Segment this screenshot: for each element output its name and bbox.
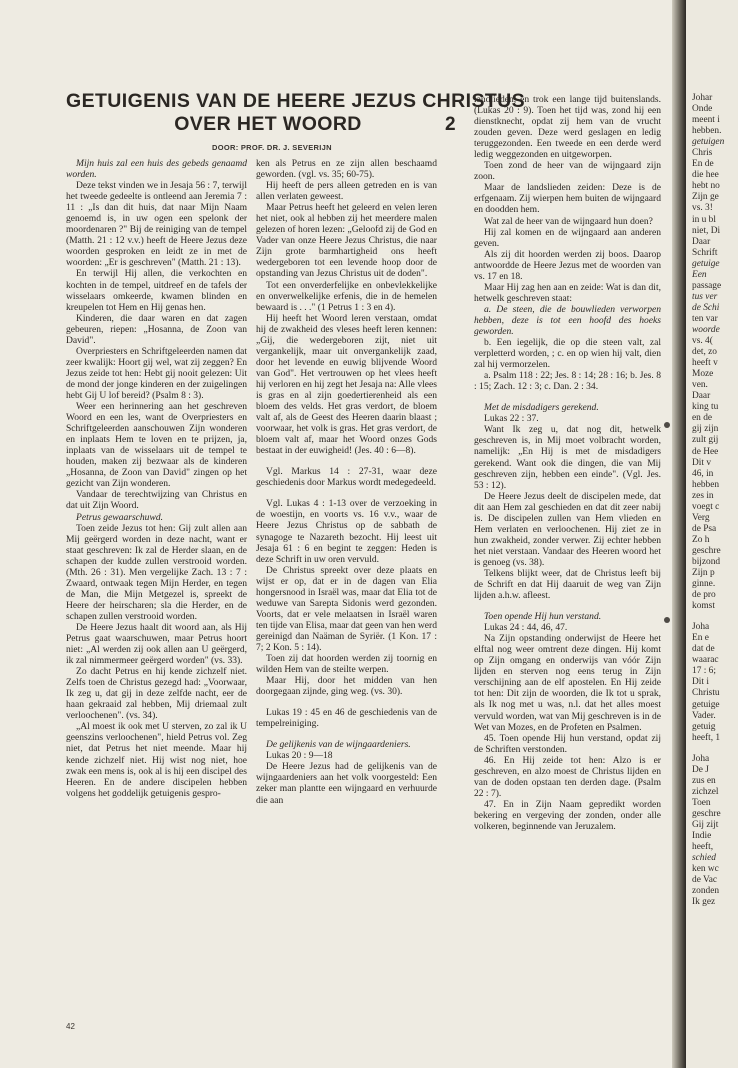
paragraph: Deze tekst vinden we in Jesaja 56 : 7, terwijl het tweede gedeelte is ontleend aan Jeremia 7 : 11 : „Is dan dit huis, dat naar Mijn Naam genoemd is, in uw ogen een spelonk der moordenaren ?" Bij de reiniging van de tempel (Matth. 21 : 12 v.v.) heeft de Heere Jezus deze woorden gesproken en leidt ze in met de woorden: „Er is geschreven" (Matth. 21 : 13).	[66, 180, 247, 269]
fragment-line: Gij zijt	[692, 820, 719, 830]
fragment-line: king tu	[692, 402, 719, 413]
fragment-line: Dit i	[692, 677, 709, 688]
text-column-3	[474, 94, 661, 1020]
paragraph: De Heere Jezus deelt de discipelen mede, dat dit aan Hem zal geschieden en dat dit zeer nabij is. De discipelen zullen van Hem vlieden en Hem verlaten en verloochenen. Hij ziet ze in hun zwakheid, zonder verwer. Zij echter hebben het niet verstaan. Vandaar des Heeren woord het is genoeg (vs. 38).	[474, 490, 661, 568]
fragment-line: de Hee	[692, 446, 719, 457]
paragraph: Lukas 20 : 9—18	[266, 750, 333, 762]
fragment-line: De J	[692, 764, 709, 775]
fragment-line: Schrift	[692, 247, 718, 258]
fragment-line: Toen	[692, 797, 711, 808]
fragment-line: hebben	[692, 479, 720, 490]
fragment-line: 46, in	[692, 468, 714, 479]
fragment-line: 17 : 6;	[692, 666, 716, 677]
paragraph: Telkens blijkt weer, dat de Christus leeft bij de Schrift en dat Hij daaruit de weg van Zijn lijden a.h.w. afleest.	[474, 567, 661, 602]
paragraph: Met de misdadigers gerekend.	[484, 402, 599, 414]
fragment-line: Dit v	[692, 457, 712, 468]
paragraph: Toen zeide Jezus tot hen: Gij zult allen aan Mij geërgerd worden in deze nacht, want er staat geschreven: Ik zal de Herder slaan, en de schapen der kudde zullen verstrooid worden. (Mth. 26 : 31). Men vergelijke Zach. 13 : 7 : Zwaard, ontwaak tegen Mijn Herder, en tegen de Man, die Mijn Metgezel is, spreekt de Heere der heirscharen; sla die Herder, en de schapen zullen verstrooid worden.	[66, 522, 247, 622]
text-column-1	[66, 158, 247, 1020]
fragment-line: Zijn p	[692, 568, 715, 579]
paragraph: Weer een herinnering aan het geschreven Woord en een les, want de Overpriesters en Schriftgeleerden aanschouwen Zijn wonderen en inplaats Hem te loven en te prijzen, ja, inplaats van de wisselaars uit de tempel te houden, maken zij bezwaar als de kinderen „Hosanna, de Zoon van David" zingen op het gezicht van Zijn wonderen.	[66, 401, 247, 490]
fragment-line: getuige	[692, 699, 720, 710]
title-line-1: GETUIGENIS VAN DE HEERE JEZUS CHRISTUS	[66, 90, 526, 112]
fragment-line: Een	[692, 269, 707, 280]
fragment-line: En de	[692, 159, 714, 170]
fragment-line: de Vac	[692, 875, 718, 886]
fragment-line: geschre	[692, 808, 721, 819]
paragraph: Tot een onverderfelijke en onbevlekkelijke en onverwelkelijke erfenis, die in de hemelen bewaard is . . ." (1 Petrus 1 : 3 en 4).	[256, 279, 437, 313]
paragraph: ken als Petrus en ze zijn allen beschaamd geworden. (vgl. vs. 35; 60-75).	[256, 158, 437, 181]
paragraph: landlieden, en trok een lange tijd buitenslands. (Lukas 20 : 9). Toen het tijd was, zond hij een dienstknecht, opdat zij hem van de vrucht zouden geven. Deze werd geslagen en ledig teruggezonden. Een tweede en een derde werd ledig weggezonden en uitgeworpen.	[474, 94, 661, 161]
text-column-2	[256, 158, 437, 1020]
page-number: 42	[66, 1022, 75, 1031]
paragraph: 45. Toen opende Hij hun verstand, opdat zij de Schriften verstonden.	[474, 732, 661, 755]
title-line-2: OVER HET WOORD	[174, 113, 362, 135]
fragment-line: Joha	[692, 753, 710, 764]
paragraph: Maar Hij, door het midden van hen doorgegaan zijnde, ging weg. (vs. 30).	[256, 675, 437, 698]
paragraph: De Heere Jezus had de gelijkenis van de wijngaardeniers aan het volk voorgesteld: Een zeker man plantte een wijngaard en verhuurde die aan	[256, 761, 437, 806]
fragment-line: geschre	[692, 545, 721, 556]
paragraph: Maar de landslieden zeiden: Deze is de erfgenaam. Zij wierpen hem buiten de wijngaard en doodden hem.	[474, 182, 661, 216]
paragraph: Toen zond de heer van de wijngaard zijn zoon.	[474, 160, 661, 183]
paragraph: De Heere Jezus haalt dit woord aan, als Hij Petrus gaat waarschuwen, maar Petrus hoort niet: „Al werden zij ook allen aan U geërgerd, ik zal nimmermeer geërgerd worden" (vs. 33).	[66, 621, 247, 667]
facing-page-text	[692, 93, 738, 908]
fragment-line: passage	[692, 280, 722, 291]
fragment-line: En e	[692, 633, 709, 644]
fragment-line: Daar	[692, 236, 711, 247]
paragraph: Vgl. Markus 14 : 27-31, waar deze geschiedenis door Markus wordt medegedeeld.	[256, 466, 437, 489]
fragment-line: vs. 4(	[692, 336, 713, 347]
paragraph: Hij heeft het Woord leren verstaan, omdat hij de zwakheid des vleses heeft leren kennen: „Gij, die wedergeboren zijt, niet uit vergankelijk, maar uit onvergankelijk zaad, door het levende en euwig blijvende Woord van God". Het vertrouwen op het vlees heeft hij verloren en hij zegt het Jesaja na: Alle vlees is gras en al zijn goedertierenheid als een bloem des velds. Het gras verdort, de bloem valt af, als de Geest des Heeren daarin blaast ; voorwaar, het volk is gras. Het gras verdort, de bloem valt af, maar het Woord onzes Gods bestaat in der euwigheid! (Jes. 40 : 6—8).	[256, 312, 437, 457]
paragraph: Zo dacht Petrus en hij kende zichzelf niet. Zelfs toen de Christus gezegd had: „Voorwaar, Ik zeg u, dat gij in deze zelfde nacht, eer de haan gekraaid zal hebben, Mij driemaal zult verloochenen". (vs. 34).	[66, 666, 247, 722]
fragment-line: schied	[692, 853, 716, 864]
paragraph: Na Zijn opstanding onderwijst de Heere het elftal nog weer omtrent deze dingen. Hij komt op Zijn omgang en onderwijs van vóór Zijn lijden en sterven nog eens terug in Zijn verschijning aan de elf apostelen. En Hij zeide tot hen: Dit zijn de woorden, die Ik tot u sprak, als Ik nog met u was, n.l. dat het alles moest vervuld worden, wat van Mij geschreven is in de Wet van Mozes, en de Profeten en Psalmen.	[474, 633, 661, 733]
fragment-line: zus en	[692, 775, 716, 786]
fragment-line: Zo h	[692, 534, 710, 545]
fragment-line: heeft v	[692, 358, 718, 369]
paragraph: Maar Petrus heeft het geleerd en velen leren het niet, ook al hebben zij het meerdere malen gelezen of horen lezen: „Geloofd zij de God en Vader van onze Heere Jezus Christus, die naar Zijn grote barmhartigheid ons heeft wedergeboren tot een levende hoop door de opstanding van Jezus Christus uit de doden".	[256, 202, 437, 280]
paragraph: Maar Hij zag hen aan en zeide: Wat is dan dit, hetwelk geschreven staat:	[474, 281, 661, 304]
paragraph: Want Ik zeg u, dat nog dit, hetwelk geschreven is, in Mij moet volbracht worden, namelijk: „En Hij is met de misdadigers gerekend. Want ook die dingen, die van Mij geschreven zijn, hebben een einde". (Vgl. Jes. 53 : 12).	[474, 424, 661, 491]
fragment-line: det, zo	[692, 347, 717, 358]
paragraph: 47. En in Zijn Naam gepredikt worden bekering en vergeving der zonden, onder alle volkeren, beginnende van Jeruzalem.	[474, 798, 661, 832]
paragraph: Hij zal komen en de wijngaard aan anderen geven.	[474, 226, 661, 249]
fragment-line: de pro	[692, 590, 716, 601]
paragraph: De Christus spreekt over deze plaats en wijst er op, dat er in de dagen van Elia hongersnood in Israël was, maar dat Elia tot de weduwe van Sarepta Sidonis werd gezonden. Voorts, dat er vele melaatsen in Israël waren ten tijde van Elisa, maar dat geen van hen werd gereinigd dan Naäman de Syriër. (1 Kon. 17 : 7; 2 Kon. 5 : 14).	[256, 564, 437, 653]
fragment-line: niet, Di	[692, 225, 721, 236]
fragment-line: Ik gez	[692, 897, 716, 908]
paragraph: a. De steen, die de bouwlieden verworpen hebben, deze is tot een hoofd des hoeks geworden.	[474, 303, 661, 337]
facing-page-edge	[686, 0, 738, 1068]
paragraph: Lukas 19 : 45 en 46 de geschiedenis van de tempelreiniging.	[256, 707, 437, 730]
fragment-line: komst	[692, 601, 715, 612]
fragment-line: Daar	[692, 391, 711, 402]
fragment-line: Chris	[692, 148, 713, 159]
fragment-line: ken wc	[692, 864, 719, 875]
fragment-line: getuig	[692, 721, 716, 732]
fragment-line: Johar	[692, 93, 713, 103]
paragraph: Als zij dit hoorden werden zij boos. Daarop antwoordde de Heere Jezus met de woorden van vs. 17 en 18.	[474, 248, 661, 282]
paragraph: Kinderen, die daar waren en dat zagen gebeuren, riepen: „Hosanna, de Zoon van David".	[66, 312, 247, 346]
paragraph: Overpriesters en Schriftgeleerden namen dat zeer kwalijk: Hoort gij wel, wat zij zeggen? En Jezus zeide tot hen: Hebt gij nooit gelezen: Uit de mond der jonge kinderen en der zuigelingen hebt Gij U lof bereid? (Psalm 8 : 3).	[66, 345, 247, 401]
paragraph: Toen zij dat hoorden werden zij toornig en wilden Hem van de steilte werpen.	[256, 653, 437, 676]
fragment-line: en de	[692, 413, 713, 424]
fragment-line: Joha	[692, 622, 710, 633]
paragraph: Toen opende Hij hun verstand.	[484, 611, 602, 623]
paragraph: Hij heeft de pers alleen getreden en is van allen verlaten geweest.	[256, 180, 437, 203]
fragment-line: Moze	[692, 369, 714, 380]
fragment-line: gij zijn	[692, 424, 719, 435]
fragment-line: Verg	[692, 512, 710, 523]
paragraph: Petrus gewaarschuwd.	[76, 511, 163, 523]
fragment-line: ginne.	[692, 579, 716, 590]
paragraph: Lukas 24 : 44, 46, 47.	[484, 622, 568, 634]
part-number: 2	[445, 114, 456, 135]
fragment-line: Vader.	[692, 710, 716, 721]
paragraph: 46. En Hij zeide tot hen: Alzo is er geschreven, en alzo moest de Christus lijden en van de doden opstaan ten derden dage. (Psalm 22 : 7).	[474, 754, 661, 799]
fragment-line: getuigen	[692, 137, 725, 148]
article-title	[66, 90, 526, 136]
fragment-line: vs. 3!	[692, 203, 713, 214]
fragment-line: tus ver	[692, 291, 718, 302]
margin-bullet	[664, 422, 670, 428]
fragment-line: zes in	[692, 490, 714, 501]
fragment-line: Indie	[692, 831, 712, 842]
paragraph: b. Een iegelijk, die op die steen valt, zal verpletterd worden, ; c. en op wien hij valt, dien zal hij vermorzelen.	[474, 337, 661, 371]
fragment-line: woorde	[692, 324, 720, 335]
fragment-line: zichzel	[692, 786, 719, 797]
fragment-line: Onde	[692, 104, 713, 115]
paragraph: En terwijl Hij allen, die verkochten en kochten in de tempel, uitdreef en de tafels der wisselaars omkeerde, kwamen blinden en kreupelen tot Hem en Hij genas hen.	[66, 268, 247, 313]
paragraph: a. Psalm 118 : 22; Jes. 8 : 14; 28 : 16; b. Jes. 8 : 15; Zach. 12 : 3; c. Dan. 2 : 34.	[474, 370, 661, 393]
fragment-line: dat de	[692, 644, 715, 655]
fragment-line: getuige	[692, 258, 720, 269]
margin-bullet	[664, 617, 670, 623]
fragment-line: voegt c	[692, 501, 720, 512]
byline: DOOR: PROF. DR. J. SEVERIJN	[212, 143, 332, 152]
fragment-line: heeft, 1	[692, 732, 721, 743]
paragraph: De gelijkenis van de wijngaardeniers.	[266, 739, 411, 751]
fragment-line: ven.	[692, 380, 708, 391]
paragraph: Vgl. Lukas 4 : 1-13 over de verzoeking in de woestijn, en voorts vs. 16 v.v., waar de Heere Jezus Christus op de sabbath de synagoge te Nazareth bezocht. Hij leest uit Jesaja 61 : 6 en begint te zeggen: Heden is deze Schrift in uw oren vervuld.	[256, 498, 437, 565]
fragment-line: ten var	[692, 313, 718, 324]
fragment-line: de Schi	[692, 302, 720, 313]
fragment-line: in u bl	[692, 214, 716, 225]
fragment-line: Zijn ge	[692, 192, 719, 203]
binding-fold	[672, 0, 686, 1068]
fragment-line: Christu	[692, 688, 720, 699]
paragraph: Wat zal de heer van de wijngaard hun doen?	[484, 215, 653, 227]
fragment-line: hebt no	[692, 181, 720, 192]
paragraph: Vandaar de terechtwijzing van Christus en dat uit Zijn Woord.	[66, 489, 247, 512]
fragment-line: die hee	[692, 170, 719, 181]
paragraph: Mijn huis zal een huis des gebeds genaamd worden.	[66, 158, 247, 181]
fragment-line: waarac	[692, 655, 719, 666]
fragment-line: bijzond	[692, 556, 721, 567]
fragment-line: de Psa	[692, 523, 717, 534]
fragment-line: meent i	[692, 115, 720, 126]
paragraph: Lukas 22 : 37.	[484, 413, 539, 425]
paragraph: „Al moest ik ook met U sterven, zo zal ik U geenszins verloochenen", hield Petrus vol. Zeg niet, dat Petrus het niet meende. Maar hij kende zichzelf niet. Hij wist nog niet, hoe zwak een mens is, ook al is hij een discipel des Heeren. En de andere discipelen hebben volgens het goddelijk getuigenis gespro-	[66, 721, 247, 799]
fragment-line: zonden	[692, 886, 720, 897]
fragment-line: heeft,	[692, 842, 714, 853]
fragment-line: hebben.	[692, 126, 722, 137]
fragment-line: zult gij	[692, 435, 719, 446]
